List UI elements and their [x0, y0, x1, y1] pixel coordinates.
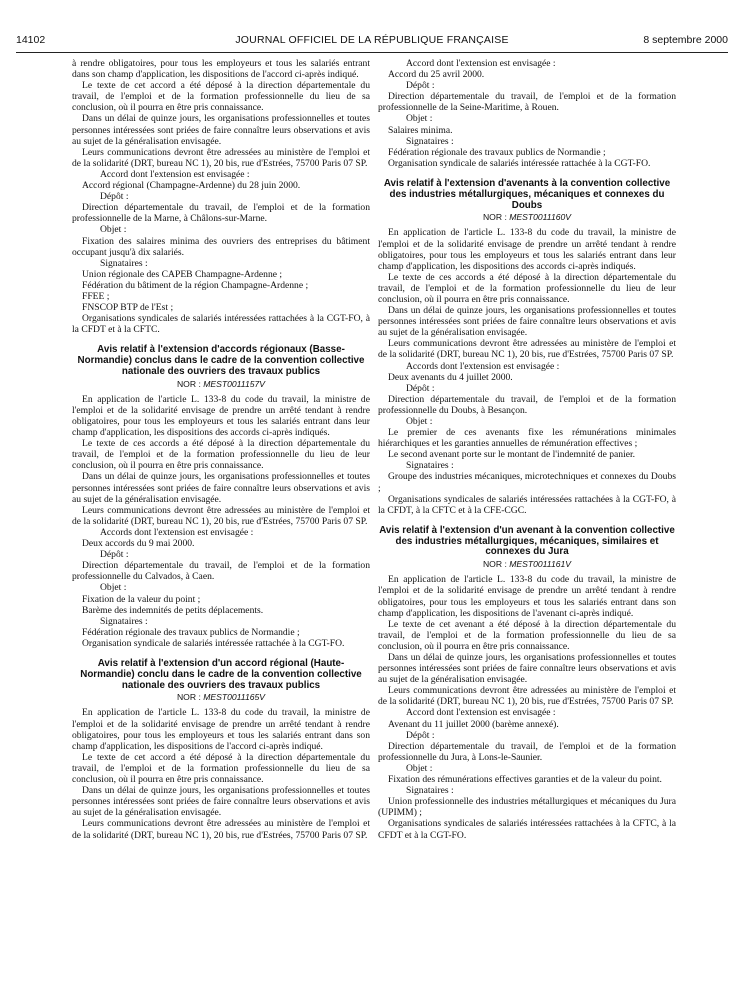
field-value: Direction départementale du travail, de l'emploi et de la formation professionnelle de la Seine-Maritime, à Rouen. — [378, 91, 676, 114]
signatory: Fédération régionale des travaux publics de Normandie ; — [82, 626, 300, 638]
paragraph: Dans un délai de quinze jours, les organisations professionnelles et toutes personnes intéressées sont priées de faire connaître leurs observations et avis au sujet de la généralisation envisagée. — [72, 785, 370, 819]
field-label: Objet : — [406, 762, 433, 774]
page-header — [16, 34, 728, 48]
signatory: Organisation syndicale de salariés intéressée rattachée à la CGT-FO. — [388, 157, 651, 169]
paragraph: Leurs communications devront être adressées au ministère de l'emploi et de la solidarité (DRT, bureau NC 1), 20 bis, rue d'Estrées, 75700 Paris 07 SP. — [378, 338, 676, 361]
field-label: Objet : — [406, 416, 433, 428]
journal-title: JOURNAL OFFICIEL DE LA RÉPUBLIQUE FRANÇAISE — [235, 34, 509, 46]
field-label: Accord dont l'extension est envisagée : — [100, 168, 250, 180]
field-label: Accords dont l'extension est envisagée : — [100, 526, 254, 538]
signatory: Union professionnelle des industries métallurgiques et mécaniques du Jura (UPIMM) ; — [378, 796, 676, 819]
field-label: Accord dont l'extension est envisagée : — [406, 58, 556, 69]
paragraph: Dans un délai de quinze jours, les organisations professionnelles et toutes personnes intéressées sont priées de faire connaître leurs observations et avis au sujet de la généralisation envisagée. — [378, 652, 676, 686]
field-value: Deux accords du 9 mai 2000. — [82, 538, 195, 550]
field-value: Salaires minima. — [388, 124, 453, 136]
field-value: Fixation des rémunérations effectives garanties et de la valeur du point. — [388, 774, 662, 786]
signatory: Organisation syndicale de salariés intéressée rattachée à la CGT-FO. — [82, 637, 345, 649]
field-value: Accord régional (Champagne-Ardenne) du 28 juin 2000. — [82, 180, 301, 192]
field-label: Dépôt : — [406, 382, 435, 394]
issue-date: 8 septembre 2000 — [643, 34, 728, 46]
right-column — [378, 58, 676, 841]
signatory: Union régionale des CAPEB Champagne-Ardenne ; — [82, 268, 283, 280]
nor-reference — [378, 559, 676, 570]
nor-reference — [378, 212, 676, 223]
nor-code: MEST0011165V — [203, 692, 266, 703]
nor-label: NOR : — [482, 559, 507, 570]
field-value: Fixation de la valeur du point ; — [82, 593, 201, 605]
paragraph: Le texte de cet avenant a été déposé à la direction départementale du travail, de l'emploi et de la formation professionnelle du lieu de sa conclusion, où il pourra en être pris connaissance. — [378, 618, 676, 652]
field-label: Dépôt : — [100, 549, 129, 561]
field-label: Signataires : — [100, 615, 148, 627]
field-value: Le premier de ces avenants fixe les rémunérations minimales hiérarchiques et les garanties annuelles de rémunération effectives ; — [378, 427, 676, 450]
paragraph: Dans un délai de quinze jours, les organisations professionnelles et toutes personnes intéressées sont priées de faire connaître leurs observations et avis au sujet de la généralisation envisagée. — [378, 305, 676, 339]
paragraph: Le texte de ces accords a été déposé à la direction départementale du travail, de l'emploi et de la formation professionnelle du lieu de leur conclusion, où il pourra en être pris connaissance. — [72, 438, 370, 472]
notice-heading: Avis relatif à l'extension d'un avenant à la convention collective des industries métallurgiques, mécaniques, similaires et connexes du Jura — [379, 524, 675, 558]
signatory: Organisations syndicales de salariés intéressées rattachées à la CGT-FO, à la CFDT et à la CFTC. — [72, 313, 370, 336]
field-label: Dépôt : — [406, 80, 435, 92]
nor-label: NOR : — [176, 378, 201, 389]
field-label: Objet : — [100, 582, 127, 594]
paragraph: Leurs communications devront être adressées au ministère de l'emploi et de la solidarité (DRT, bureau NC 1), 20 bis, rue d'Estrées, 75700 Paris 07 SP. — [378, 685, 676, 708]
field-label: Objet : — [100, 224, 127, 236]
field-label: Dépôt : — [100, 191, 129, 203]
signatory: Fédération du bâtiment de la région Champagne-Ardenne ; — [82, 279, 309, 291]
nor-reference — [72, 692, 370, 703]
nor-code: MEST0011161V — [509, 559, 572, 570]
left-column — [72, 58, 370, 841]
signatory: FNSCOP BTP de l'Est ; — [82, 302, 174, 314]
field-value: Accord du 25 avril 2000. — [388, 69, 485, 81]
notice-heading: Avis relatif à l'extension d'avenants à la convention collective des industries métallurgiques, mécaniques et connexes du Doubs — [383, 177, 671, 211]
signatory: Organisations syndicales de salariés intéressées rattachées à la CFTC, à la CFDT et à la CGT-FO. — [378, 818, 676, 841]
signatory: Fédération régionale des travaux publics de Normandie ; — [388, 146, 606, 158]
field-label: Signataires : — [406, 460, 454, 472]
paragraph: En application de l'article L. 133-8 du code du travail, la ministre de l'emploi et de la solidarité envisage de prendre un arrêté tendant à rendre obligatoires, pour tous les employeurs et tous les salariés entrant dans leur champ d'application, les dispositions des accords ci-après indiqués. — [378, 227, 676, 272]
paragraph: Le texte de ces accords a été déposé à la direction départementale du travail, de l'emploi et de la formation professionnelle du lieu de leur conclusion, où il pourra en être pris connaissance. — [378, 271, 676, 305]
nor-label: NOR : — [176, 692, 201, 703]
field-label: Signataires : — [100, 257, 148, 269]
header-rule — [16, 52, 728, 53]
field-label: Accords dont l'extension est envisagée : — [406, 360, 560, 372]
signatory: Organisations syndicales de salariés intéressées rattachées à la CGT-FO, à la CFDT, à la CFTC et à la CFE-CGC. — [378, 493, 676, 516]
field-value: Avenant du 11 juillet 2000 (barème annexé). — [388, 718, 559, 730]
paragraph: En application de l'article L. 133-8 du code du travail, la ministre de l'emploi et de la solidarité envisage de prendre un arrêté tendant à rendre obligatoires, pour tous les employeurs et tous les salariés entrant dans son champ d'application, les dispositions de l'accord ci-après indiqué. — [72, 707, 370, 752]
notice-heading: Avis relatif à l'extension d'un accord régional (Haute-Normandie) conclu dans le cadre de la convention collective nationale des ouvriers des travaux publics — [80, 657, 362, 691]
paragraph: Le texte de cet accord a été déposé à la direction départementale du travail, de l'emploi et de la formation professionnelle du lieu de sa conclusion, où il pourra en être pris connaissance. — [72, 80, 370, 114]
field-value: Barème des indemnités de petits déplacements. — [82, 604, 264, 616]
field-label: Signataires : — [406, 785, 454, 797]
field-label: Signataires : — [406, 135, 454, 147]
notice-heading: Avis relatif à l'extension d'accords régionaux (Basse-Normandie) conclus dans le cadre de la convention collective nationale des ouvriers des travaux publics — [77, 344, 365, 377]
paragraph: Dans un délai de quinze jours, les organisations professionnelles et toutes personnes intéressées sont priées de faire connaître leurs observations et avis au sujet de la généralisation envisagée. — [72, 471, 370, 505]
signatory: FFEE ; — [82, 290, 110, 302]
paragraph: En application de l'article L. 133-8 du code du travail, la ministre de l'emploi et de la solidarité envisage de prendre un arrêté tendant à rendre obligatoires, pour tous les employeurs et tous les salariés entrant dans son champ d'application, les dispositions de l'avenant ci-après indiqué. — [378, 574, 676, 619]
field-value: Le second avenant porte sur le montant de l'indemnité de panier. — [388, 449, 636, 461]
field-label: Accord dont l'extension est envisagée : — [406, 707, 556, 719]
page-number: 14102 — [16, 34, 46, 46]
nor-code: MEST0011157V — [203, 378, 266, 389]
field-value: Direction départementale du travail, de l'emploi et de la formation professionnelle du Doubs, à Besançon. — [378, 393, 676, 416]
signatory: Groupe des industries mécaniques, microtechniques et connexes du Doubs ; — [378, 471, 676, 494]
paragraph: Dans un délai de quinze jours, les organisations professionnelles et toutes personnes intéressées sont priées de faire connaître leurs observations et avis au sujet de la généralisation envisagée. — [72, 113, 370, 147]
paragraph: Leurs communications devront être adressées au ministère de l'emploi et de la solidarité (DRT, bureau NC 1), 20 bis, rue d'Estrées, 75700 Paris 07 SP. — [72, 146, 370, 169]
field-value: Deux avenants du 4 juillet 2000. — [388, 371, 513, 383]
nor-code: MEST0011160V — [509, 212, 572, 223]
paragraph: Le texte de cet accord a été déposé à la direction départementale du travail, de l'emploi et de la formation professionnelle du lieu de sa conclusion, où il pourra en être pris connaissance. — [72, 751, 370, 786]
nor-reference — [72, 379, 370, 390]
nor-label: NOR : — [482, 212, 507, 223]
paragraph: Leurs communications devront être adressées au ministère de l'emploi et de la solidarité (DRT, bureau NC 1), 20 bis, rue d'Estrées, 75700 Paris 07 SP. — [72, 504, 370, 527]
field-value: Fixation des salaires minima des ouvriers des entreprises du bâtiment occupant jusqu'à dix salariés. — [72, 235, 370, 258]
paragraph: à rendre obligatoires, pour tous les employeurs et tous les salariés entrant dans son champ d'application, les dispositions de l'accord ci-après indiqué. — [72, 58, 370, 81]
field-label: Dépôt : — [406, 729, 435, 741]
paragraph: Leurs communications devront être adressées au ministère de l'emploi et de la solidarité (DRT, bureau NC 1), 20 bis, rue d'Estrées, 75700 Paris 07 SP. — [72, 818, 370, 841]
field-value: Direction départementale du travail, de l'emploi et de la formation professionnelle du Calvados, à Caen. — [72, 560, 370, 583]
field-value: Direction départementale du travail, de l'emploi et de la formation professionnelle de la Marne, à Châlons-sur-Marne. — [72, 202, 370, 225]
paragraph: En application de l'article L. 133-8 du code du travail, la ministre de l'emploi et de la solidarité envisage de prendre un arrêté tendant à rendre obligatoires, pour tous les employeurs et tous les salariés entrant dans leur champ d'application, les dispositions des accords ci-après indiqués. — [72, 393, 370, 439]
field-value: Direction départementale du travail, de l'emploi et de la formation professionnelle du Jura, à Lons-le-Saunier. — [378, 740, 676, 763]
field-label: Objet : — [406, 113, 433, 125]
